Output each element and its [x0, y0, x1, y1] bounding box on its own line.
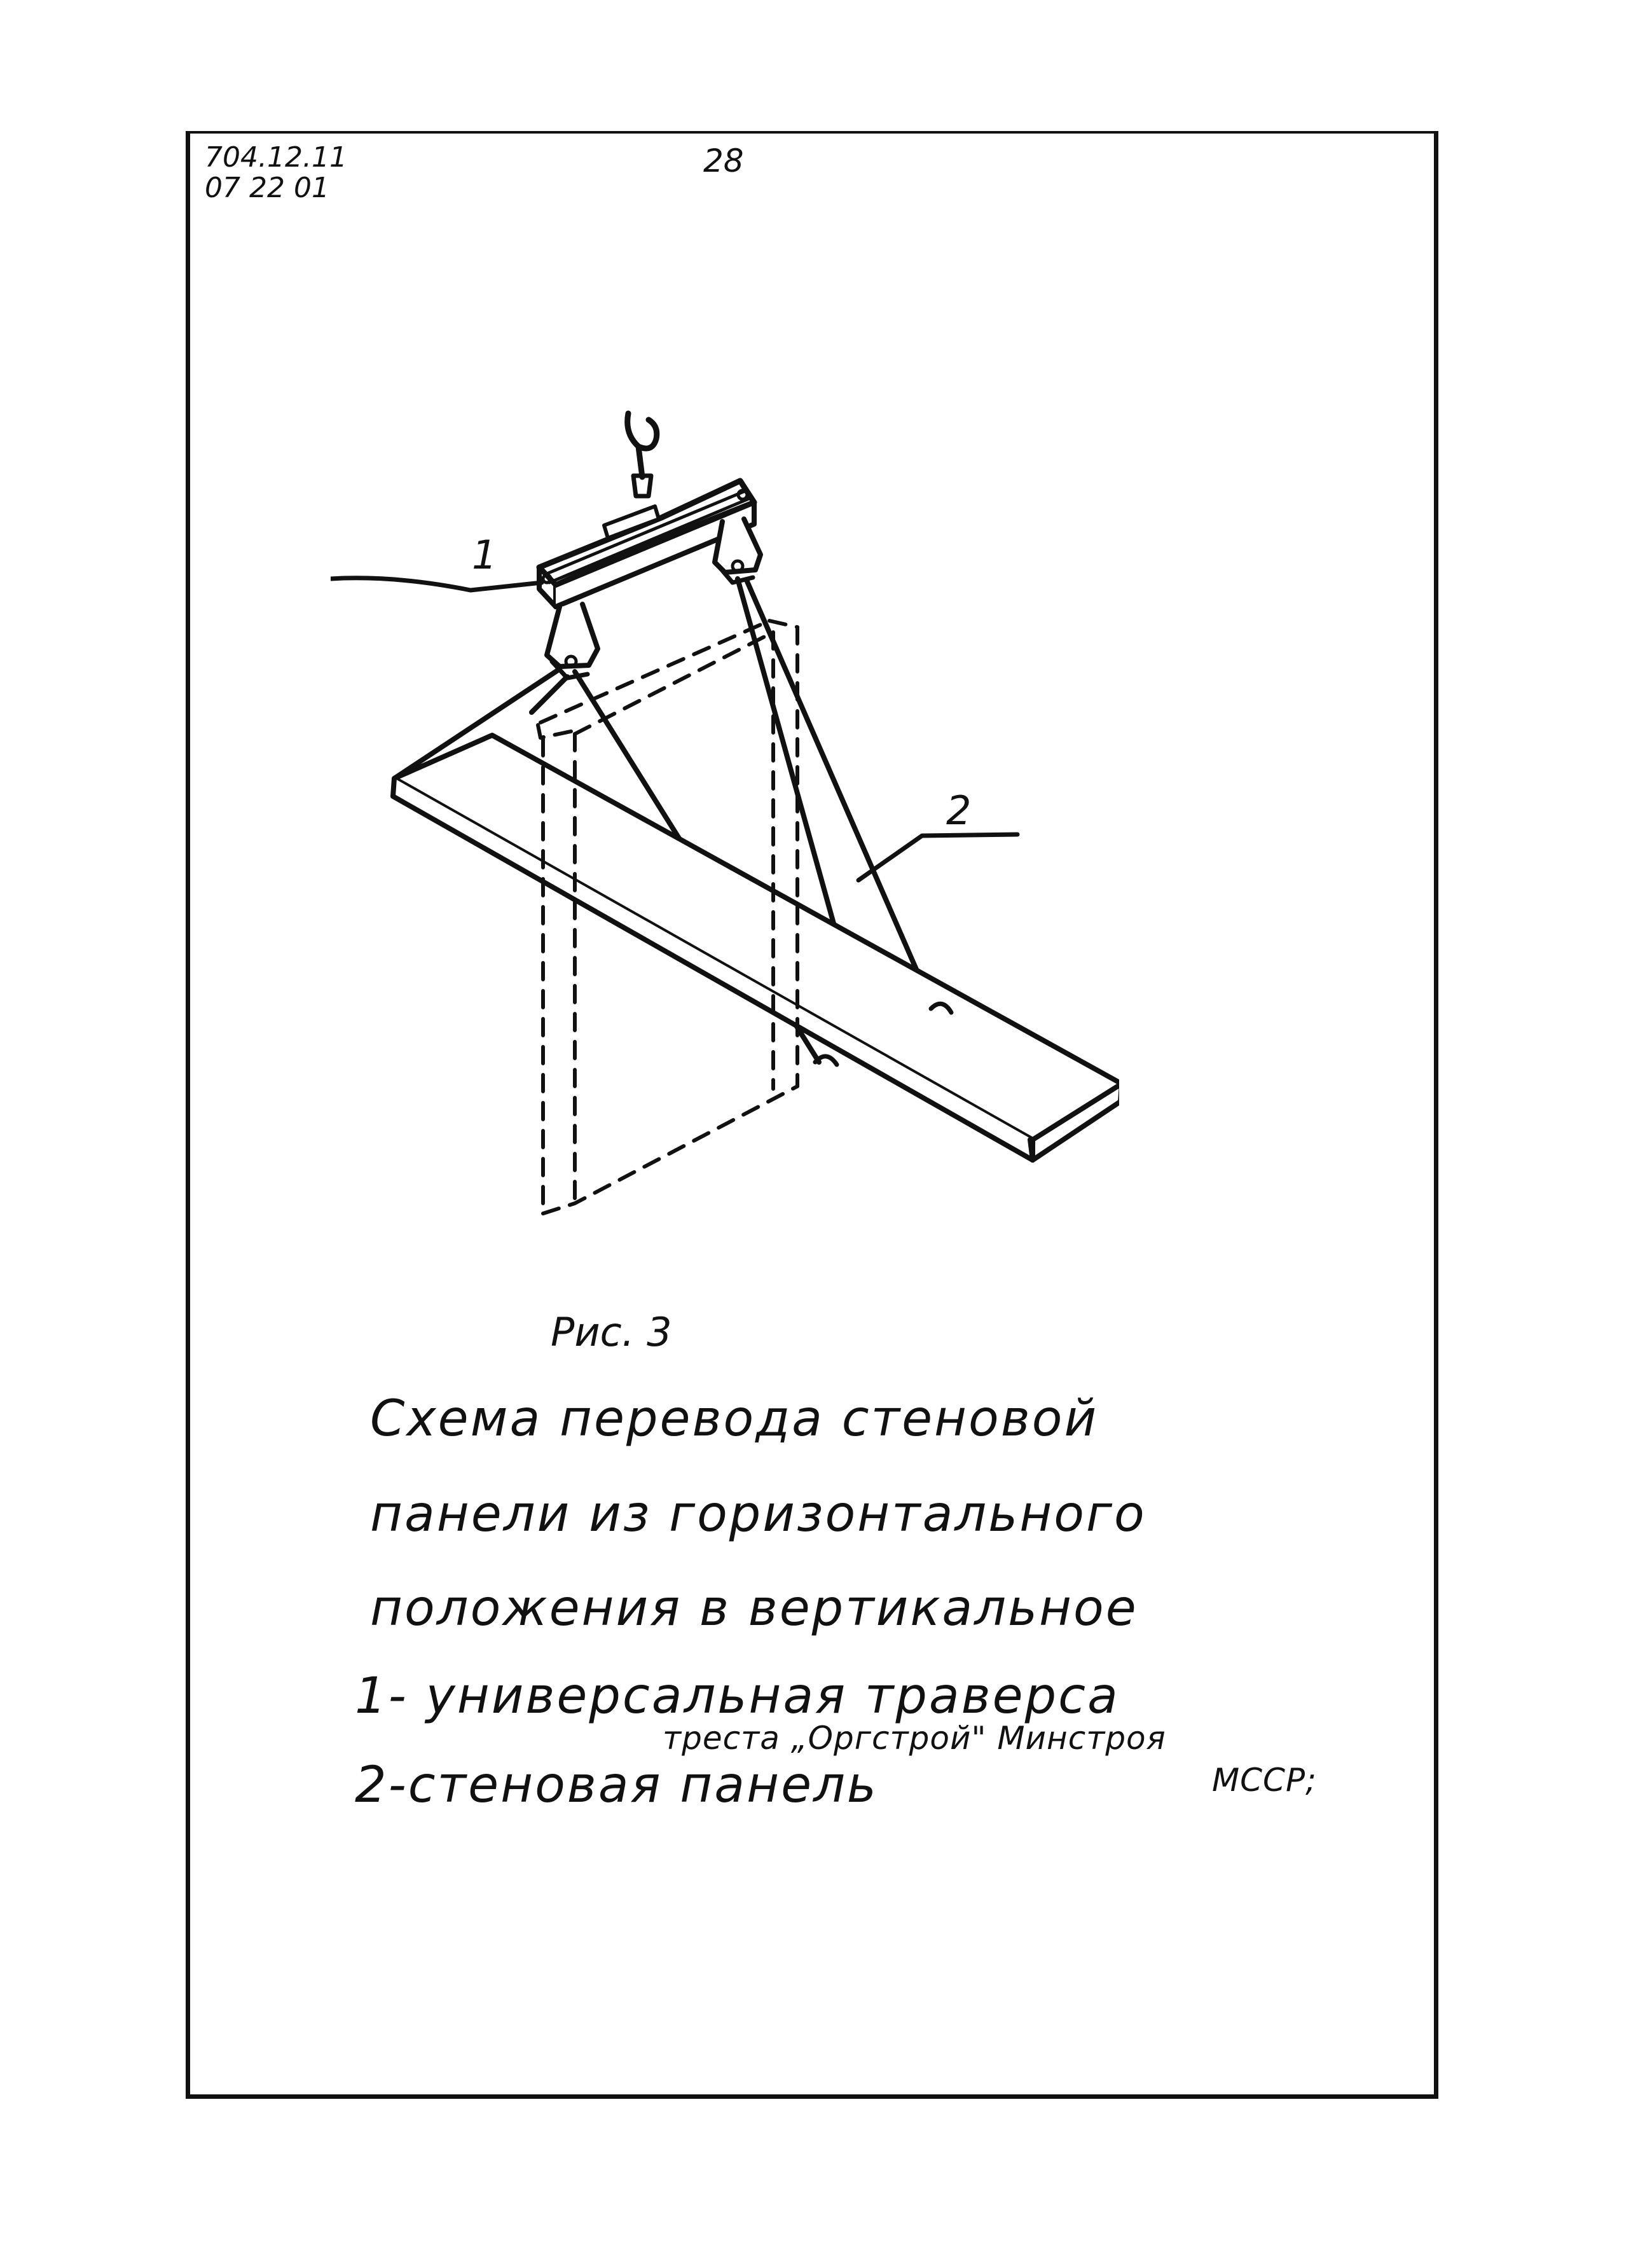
document-code-line1: 704.12.11	[205, 141, 347, 174]
callout-2-leader	[858, 834, 1017, 880]
caption-line3: положения в вертикальное	[370, 1580, 1138, 1637]
legend-item-1-continuation: треста „Оргстрой" Минстроя	[663, 1720, 1166, 1757]
page-number: 28	[703, 142, 744, 179]
legend-item-1: 1- универсальная траверса	[355, 1668, 1120, 1725]
legend-item-2-continuation: МССР;	[1212, 1762, 1317, 1799]
legend-item-2: 2-стеновая панель	[355, 1757, 878, 1814]
caption-line1: Схема перевода стеновой	[370, 1390, 1099, 1448]
callout-2: 2	[946, 787, 972, 834]
lifting-scheme-drawing	[331, 394, 1119, 1272]
callout-1-leader	[331, 578, 542, 590]
wall-panel-horizontal	[393, 735, 1119, 1160]
crane-hook-icon	[628, 413, 657, 496]
figure-label: Рис. 3	[551, 1309, 672, 1355]
document-code-line2: 07 22 01	[205, 172, 329, 204]
caption-line2: панели из горизонтального	[370, 1486, 1146, 1543]
left-hanger	[547, 604, 598, 678]
right-hanger	[715, 519, 761, 583]
callout-1: 1	[472, 532, 497, 578]
